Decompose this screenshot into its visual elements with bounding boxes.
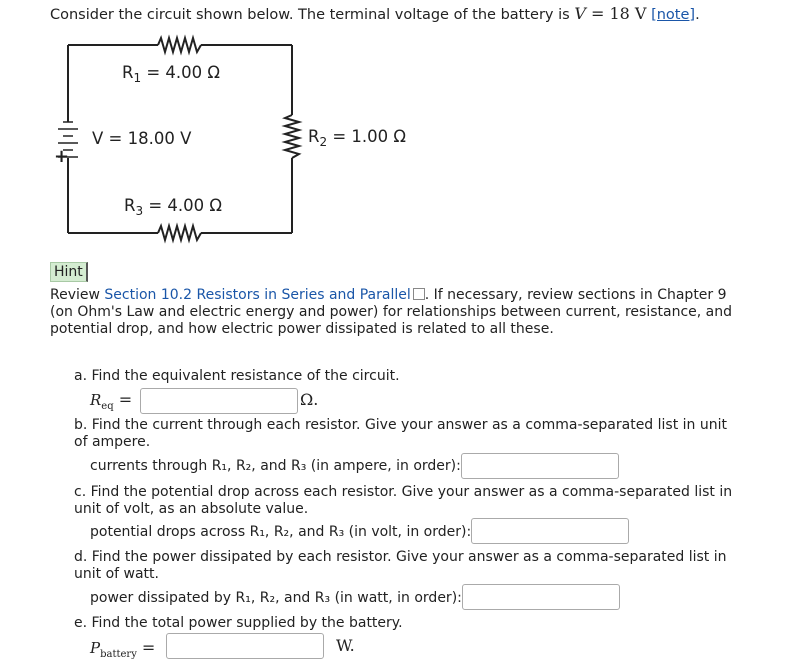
r3-name: R <box>124 196 136 215</box>
voltage-variable: V <box>574 4 586 23</box>
review-rest: . If necessary, review sections in Chapter 9 (on Ohm's Law and electric energy and power) for relationships between current, resistance, and potential drop, and how electric power dissipated is related to all these. <box>50 287 733 337</box>
question-a-text: a. Find the equivalent resistance of the circuit. <box>74 368 400 384</box>
review-prefix: Review <box>50 287 105 303</box>
r3-resistor-icon <box>158 226 201 240</box>
question-e-prompt <box>90 638 155 660</box>
power-input-box[interactable] <box>462 584 620 610</box>
r2-subscript: 2 <box>319 135 328 149</box>
pbattery-input[interactable] <box>167 634 323 658</box>
battery-label: V = 18.00 V <box>92 129 192 148</box>
intro-period: . <box>695 7 700 23</box>
hint-toggle[interactable]: Hint <box>50 262 88 282</box>
battery-plus-sign: + <box>54 146 70 167</box>
r1-resistor-icon <box>158 38 201 52</box>
potential-drops-input[interactable] <box>472 519 628 543</box>
section-link[interactable]: Section 10.2 Resistors in Series and Parallel <box>104 287 411 303</box>
r3-value: = 4.00 Ω <box>143 196 223 215</box>
r2-resistor-icon <box>285 115 299 158</box>
r1-name: R <box>122 63 134 82</box>
pbattery-unit: W. <box>336 636 355 655</box>
req-input[interactable] <box>141 389 297 413</box>
pbattery-input-box[interactable] <box>166 633 324 659</box>
pbattery-variable: $P_{battery}$ <box>90 639 137 660</box>
pbattery-equals: = <box>136 638 156 657</box>
currents-input-box[interactable] <box>461 453 619 479</box>
hint-review-text <box>50 287 750 338</box>
r1-value: = 4.00 Ω <box>141 63 221 82</box>
external-link-icon[interactable] <box>413 288 425 300</box>
r2-value: = 1.00 Ω <box>327 127 407 146</box>
r3-label <box>124 196 222 218</box>
question-d-text: d. Find the power dissipated by each resistor. Give your answer as a comma-separated list in unit of watt. <box>74 549 727 582</box>
question-c-text: c. Find the potential drop across each resistor. Give your answer as a comma-separated list in unit of volt, as an absolute value. <box>74 484 733 517</box>
r1-label <box>122 63 220 85</box>
req-variable: $R_{eq}$ <box>90 391 114 412</box>
voltage-unit: V <box>634 4 647 23</box>
req-input-box[interactable] <box>140 388 298 414</box>
question-e-text: e. Find the total power supplied by the battery. <box>74 615 403 631</box>
potential-drops-input-box[interactable] <box>471 518 629 544</box>
r2-label <box>308 127 406 149</box>
question-b-text: b. Find the current through each resistor. Give your answer as a comma-separated list in unit of ampere. <box>74 417 727 450</box>
question-d-label: power dissipated by R₁, R₂, and R₃ (in watt, in order): <box>90 590 462 606</box>
req-unit: Ω. <box>300 390 319 409</box>
question-b-label: currents through R₁, R₂, and R₃ (in ampere, in order): <box>90 458 461 474</box>
voltage-equals: = 18 <box>585 4 635 23</box>
r1-subscript: 1 <box>133 71 142 85</box>
currents-input[interactable] <box>462 454 618 478</box>
note-link[interactable]: [note] <box>651 7 696 23</box>
question-c-label: potential drops across R₁, R₂, and R₃ (in volt, in order): <box>90 524 472 540</box>
r2-name: R <box>308 127 320 146</box>
r3-subscript: 3 <box>135 204 144 218</box>
req-equals: = <box>113 390 133 409</box>
power-input[interactable] <box>463 585 619 609</box>
intro-text: Consider the circuit shown below. The terminal voltage of the battery is <box>50 7 575 23</box>
question-a-prompt <box>90 390 132 412</box>
